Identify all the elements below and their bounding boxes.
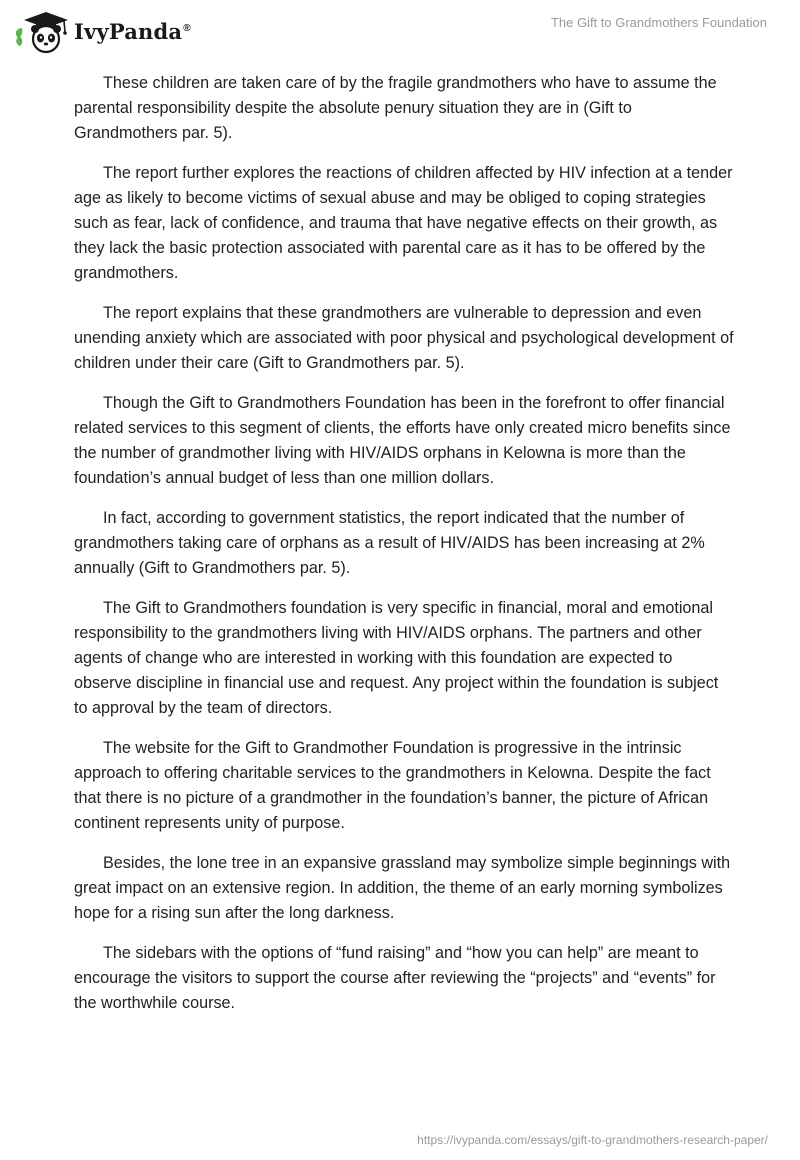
- page-header: [0, 0, 800, 60]
- paragraph: The website for the Gift to Grandmother Foundation is progressive in the intrinsic approach to offering charitable services to the grandmothers in Kelowna. Despite the fact that there is no picture of a grandmother in the foundation’s banner, the picture of African continent represents unity of purpose.: [74, 739, 711, 832]
- paragraph: The Gift to Grandmothers foundation is very specific in financial, moral and emotional responsibility to the grandmothers living with HIV/AIDS orphans. The partners and other agents of change who are interested in working with this foundation are expected to observe discipline in financial use and request. Any project within the foundation is subject to approval by the team of directors.: [74, 599, 719, 717]
- ivypanda-logo[interactable]: [14, 8, 191, 54]
- registered-mark: ®: [183, 22, 191, 34]
- document-title: The Gift to Grandmothers Foundation: [550, 15, 767, 30]
- paragraph: The sidebars with the options of “fund raising” and “how you can help” are meant to encourage the visitors to support the course after reviewing the “projects” and “events” for the worthwhile course.: [74, 944, 716, 1012]
- panda-graduation-cap-icon: [14, 8, 70, 54]
- paragraph: These children are taken care of by the fragile grandmothers who have to assume the parental responsibility despite the absolute penury situation they are in (Gift to Grandmothers par. 5).: [74, 74, 717, 142]
- brand-name: IvyPanda®: [74, 18, 191, 44]
- essay-body: [74, 71, 734, 1031]
- paragraph: The report explains that these grandmothers are vulnerable to depression and even unending anxiety which are associated with poor physical and psychological development of children under their care (Gift to Grandmothers par. 5).: [74, 304, 734, 372]
- paragraph: Though the Gift to Grandmothers Foundation has been in the forefront to offer financial related services to this segment of clients, the efforts have only created micro benefits since the number of grandmother living with HIV/AIDS orphans in Kelowna is more than the foundation’s annual budget of less than one million dollars.: [74, 394, 731, 487]
- source-url[interactable]: https://ivypanda.com/essays/gift-to-grandmothers-research-paper/: [417, 1133, 768, 1147]
- paragraph: The report further explores the reactions of children affected by HIV infection at a tender age as likely to become victims of sexual abuse and may be obliged to coping strategies such as fear, lack of confidence, and trauma that have negative effects on their growth, as they lack the basic protection associated with parental care as it has to be offered by the grandmothers.: [74, 164, 733, 282]
- paragraph: Besides, the lone tree in an expansive grassland may symbolize simple beginnings with great impact on an extensive region. In addition, the theme of an early morning symbolizes hope for a rising sun after the long darkness.: [74, 854, 731, 922]
- paragraph: In fact, according to government statistics, the report indicated that the number of grandmothers taking care of orphans as a result of HIV/AIDS has been increasing at 2% annually (Gift to Grandmothers par. 5).: [74, 509, 705, 577]
